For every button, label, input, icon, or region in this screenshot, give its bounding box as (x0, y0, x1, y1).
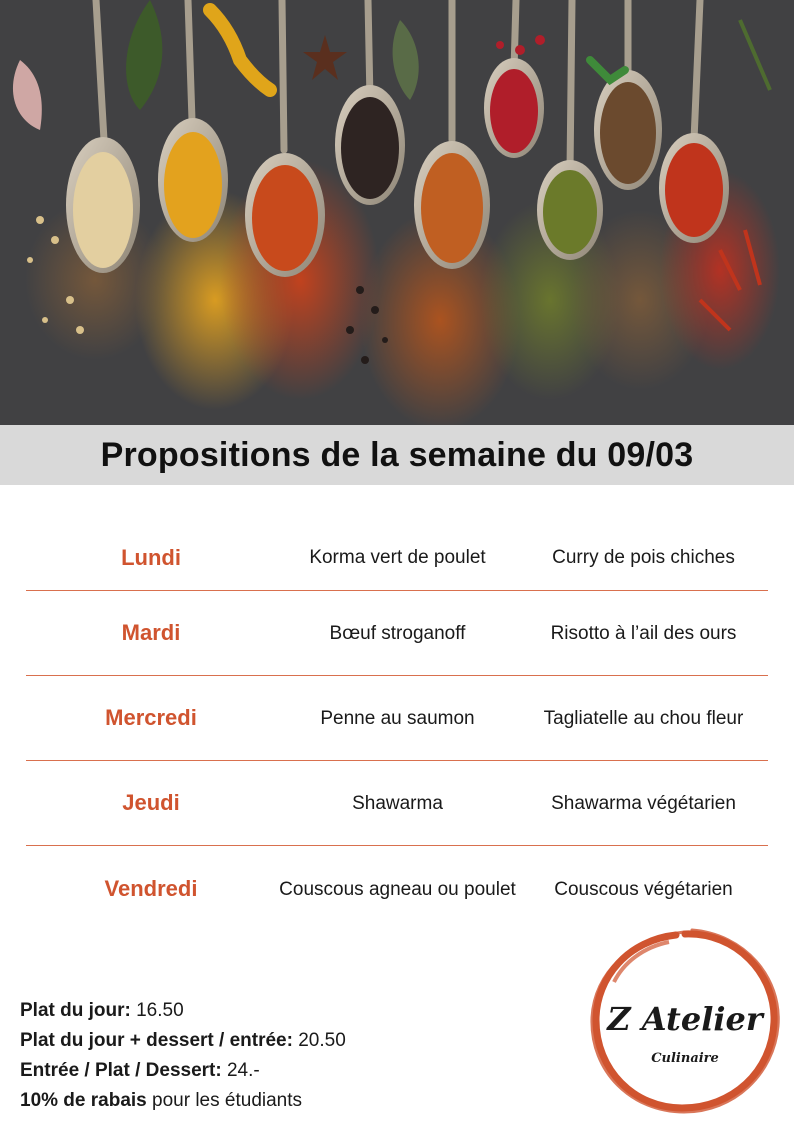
price-line (20, 1026, 346, 1056)
price-value: 16.50 (130, 1000, 184, 1021)
dish-vegetarian: Curry de pois chiches (552, 547, 735, 568)
logo-subtitle: Culinaire (651, 1051, 719, 1066)
menu-row-vendredi (26, 846, 768, 932)
day-label: Jeudi (122, 790, 180, 815)
spices-photo (0, 0, 794, 425)
price-line (20, 1086, 346, 1116)
title-band (0, 425, 794, 485)
dish-main: Penne au saumon (320, 707, 475, 729)
dish-vegetarian: Shawarma végétarien (551, 792, 736, 814)
dish-main: Couscous agneau ou poulet (279, 878, 516, 900)
price-line (20, 996, 346, 1026)
day-label: Lundi (121, 544, 181, 570)
menu-row-mercredi (26, 676, 768, 761)
day-label: Vendredi (104, 876, 198, 901)
price-value: pour les étudiants (146, 1090, 303, 1111)
day-label: Mardi (121, 620, 181, 645)
price-label: Entrée / Plat / Dessert: (20, 1060, 222, 1081)
logo-name: Z Atelier (607, 1000, 763, 1038)
dish-vegetarian: Tagliatelle au chou fleur (543, 707, 744, 729)
dish-vegetarian: Risotto à l’ail des ours (550, 622, 737, 644)
price-label: 10% de rabais (20, 1090, 147, 1111)
day-label: Mercredi (105, 705, 197, 730)
price-line (20, 1056, 346, 1086)
dish-vegetarian: Couscous végétarien (554, 878, 733, 900)
price-label: Plat du jour + dessert / entrée: (20, 1030, 293, 1051)
weekly-menu-table (26, 525, 768, 932)
atelier-logo (584, 922, 786, 1118)
price-value: 20.50 (292, 1030, 346, 1051)
page-title: Propositions de la semaine du 09/03 (100, 435, 694, 474)
menu-row-jeudi (26, 761, 768, 846)
dish-main: Shawarma (352, 792, 443, 814)
price-list (20, 996, 346, 1116)
dish-main: Bœuf stroganoff (329, 622, 466, 644)
menu-row-mardi (26, 591, 768, 676)
price-label: Plat du jour: (20, 1000, 131, 1021)
menu-row-lundi (26, 525, 768, 591)
price-value: 24.- (221, 1060, 260, 1081)
dish-main: Korma vert de poulet (309, 547, 486, 568)
